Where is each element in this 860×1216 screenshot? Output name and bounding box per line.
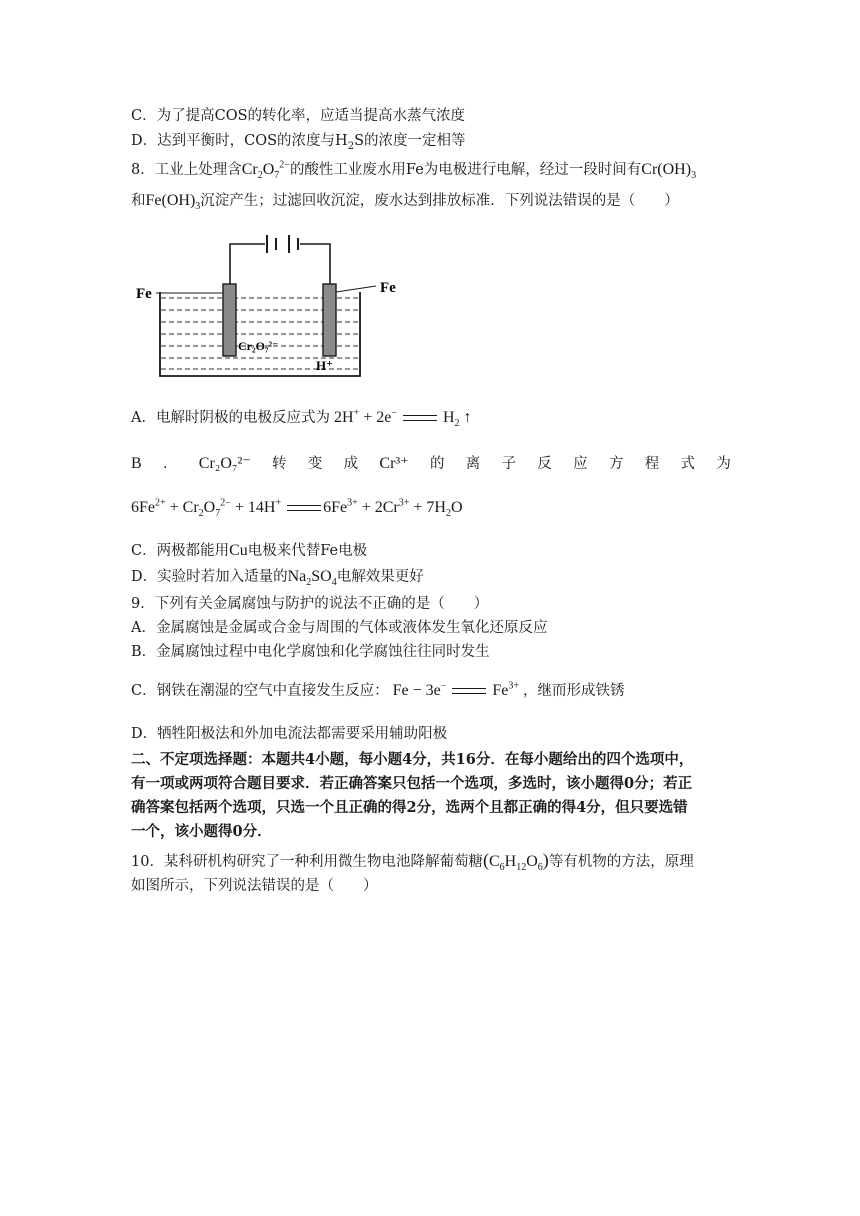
section2-line4: 一个，该小题得0分． [131,823,272,840]
ion-label-cr2o7: Cr₂O₇²⁻ [238,339,279,353]
q8-option-b-line1 [131,454,731,474]
q8-option-c: C．两极都能用Cu电极来代替Fe电极 [131,542,368,559]
q8-option-b-token: 为 [716,456,731,472]
q8-option-a: A．电解时阴极的电极反应式为 2H+ + 2e− $H_2$ ↑ [131,407,472,430]
q9-option-b: B．金属腐蚀过程中电化学腐蚀和化学腐蚀往往同时发生 [131,644,490,660]
wire-left [230,244,265,286]
q8-option-b-token: B [131,455,142,472]
section2-line3: 确答案包括两个选项，只选一个且正确的得2分，选两个且都正确的得4分，但只要选错 [131,799,688,816]
ion-label-h: H⁺ [316,358,333,373]
q8-option-b-token: 转 [272,456,287,472]
q8-option-b-token: 变 [307,456,323,472]
q10-stem-line2: 如图所示，下列说法错误的是（ ） [131,878,378,894]
q9-option-a: A．金属腐蚀是金属或合金与周围的气体或液体发生氧化还原反应 [131,620,548,636]
q7-option-d: D．达到平衡时，COS的浓度与$H_2S$的浓度一定相等 [131,133,466,152]
q8-option-b-token: 的 [429,456,445,472]
right-electrode [323,284,336,356]
q8-option-b-token: 应 [573,456,588,472]
right-electrode-label: Fe [380,280,396,296]
q8-option-b-token: 程 [644,456,660,472]
electrolysis-diagram [130,226,410,386]
q8-option-b-token: 成 [343,456,359,472]
q8-stem-line2: 和$Fe(OH)_3$沉淀产生；过滤回收沉淀，废水达到排放标准．下列说法错误的是（ ） [131,192,679,213]
q8-option-b-token: 离 [465,456,481,472]
q9-option-d: D．牺牲阳极法和外加电流法都需要采用辅助阳极 [131,726,448,742]
q8-stem-line1: 8．工业上处理含$Cr_2O_7^{2-}$的酸性工业废水用Fe为电极进行电解，经过一段时间有$Cr(OH)_3$ [131,159,697,182]
q8-option-b-token: 子 [501,456,517,472]
q8-option-b-equation: $6Fe^{2+} + Cr_2O_7^{2-} + 14H^+$ $6Fe^{3+} + 2Cr^{3+} + 7H_2O$ [131,497,463,520]
q9-stem: 9．下列有关金属腐蚀与防护的说法不正确的是（ ） [131,596,489,612]
q8-option-b-token: Cr₂O₇²⁻ [198,455,251,472]
section2-line2: 有一项或两项符合题目要求．若正确答案只包括一个选项，多选时，该小题得0分；若正 [131,775,693,792]
q9-option-c: C．钢铁在潮湿的空气中直接发生反应： Fe − 3e− $Fe^{3+}$ ，继而形成铁锈 [131,680,625,699]
q8-option-b-token: Cr³⁺ [379,455,409,472]
left-electrode-label: Fe [136,286,152,302]
q8-option-d: D．实验时若加入适量的$Na_2SO_4$电解效果更好 [131,568,424,589]
q8-option-b-token: ． [162,456,178,472]
section2-line1: 二、不定项选择题：本题共4小题，每小题4分，共16分．在每小题给出的四个选项中， [131,751,694,768]
wire-right [300,244,330,286]
left-electrode [223,284,236,356]
q8-option-b-token: 方 [608,456,624,472]
q8-option-b-token: 式 [680,456,696,472]
q7-option-c: C．为了提高COS的转化率，应适当提高水蒸气浓度 [131,108,466,124]
q10-stem-line1: 10．某科研机构研究了一种利用微生物电池降解葡萄糖$(C_6H_{12}O_6)$等有机物的方法，原理 [131,850,694,874]
q8-option-b-token: 反 [537,456,552,472]
